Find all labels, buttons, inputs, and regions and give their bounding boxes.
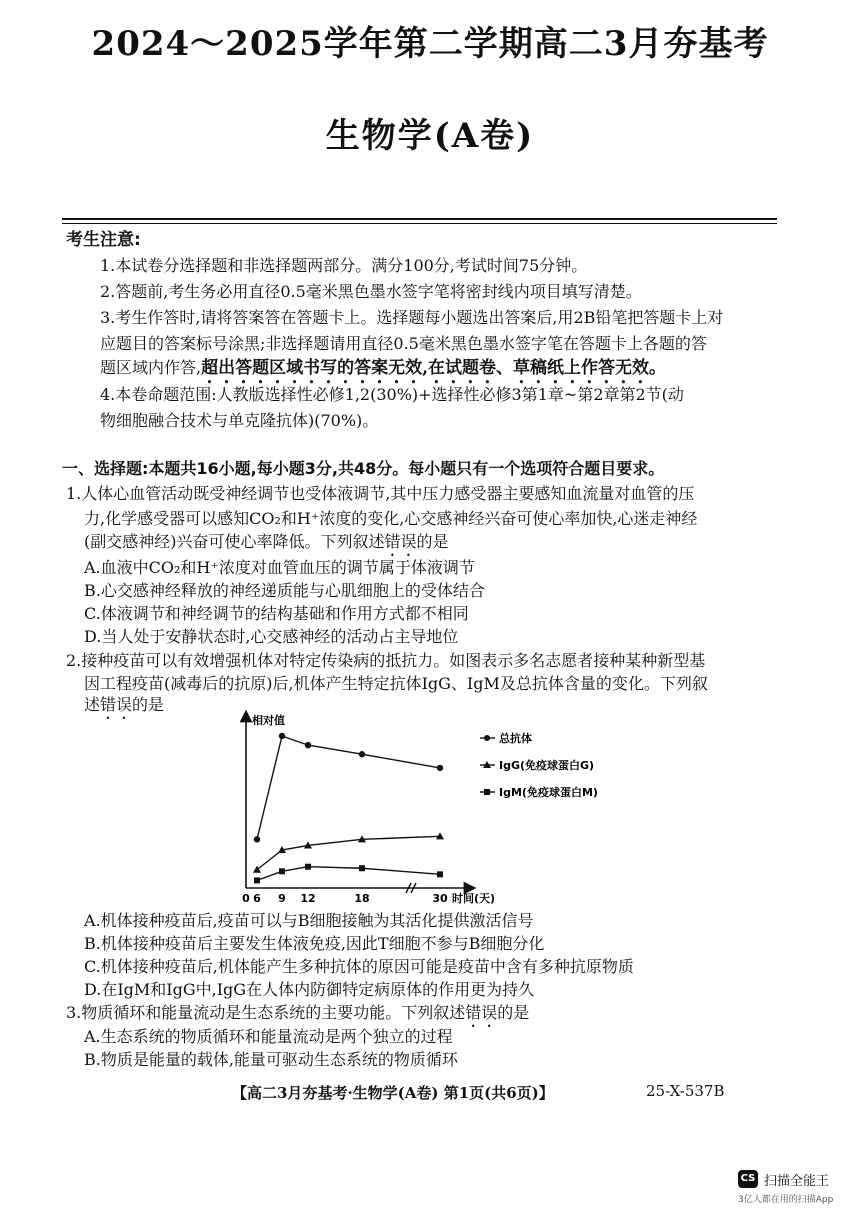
x-tick-label: 18 xyxy=(354,892,370,905)
x-tick-label: 6 xyxy=(253,892,261,905)
q2-option-b: B.机体接种疫苗后主要发生体液免疫,因此T细胞不参与B细胞分化 xyxy=(84,934,545,953)
q2-option-c: C.机体接种疫苗后,机体能产生多种抗体的原因可能是疫苗中含有多种抗原物质 xyxy=(84,957,634,976)
q1-emphasis: 错误 xyxy=(384,532,417,551)
x-axis-label: 时间(天) xyxy=(452,892,496,905)
notice-heading: 考生注意: xyxy=(66,230,141,250)
x-tick-label: 0 xyxy=(242,892,250,905)
notice-item-4-line-1: 4.本卷命题范围:人教版选择性必修1,2(30%)+选择性必修3第1章~第2章第2节(动 xyxy=(100,385,684,404)
divider-thick xyxy=(62,218,777,220)
q3-option-b: B.物质是能量的载体,能量可驱动生态系统的物质循环 xyxy=(84,1050,458,1069)
scanner-brand: 扫描全能王 xyxy=(764,1174,830,1189)
q2-option-d: D.在IgM和IgG中,IgG在人体内防御特定病原体的作用更为持久 xyxy=(84,980,535,999)
legend-label: IgG(免疫球蛋白G) xyxy=(499,759,595,772)
q2-emphasis: 错误 xyxy=(100,695,133,714)
notice-item-3-line-2: 应题目的答案标号涂黑;非选择题请用直径0.5毫米黑色墨水签字笔在答题卡上各题的答 xyxy=(100,334,707,353)
data-point-square xyxy=(254,877,260,883)
series-line xyxy=(257,836,440,869)
q1-option-d: D.当人处于安静状态时,心交感神经的活动占主导地位 xyxy=(84,627,459,646)
notice-item-4-line-2: 物细胞融合技术与单克隆抗体)(70%)。 xyxy=(100,411,379,430)
q2-stem-end: 的是 xyxy=(132,695,165,714)
legend-label: IgM(免疫球蛋白M) xyxy=(499,786,598,799)
data-point-circle xyxy=(437,765,443,771)
y-axis-label: 相对值 xyxy=(252,714,285,727)
x-tick-label: 12 xyxy=(300,892,316,905)
data-point-circle xyxy=(305,742,311,748)
series-line xyxy=(257,736,440,839)
q2-stem-line-3 xyxy=(84,694,164,723)
data-point-circle xyxy=(254,836,260,842)
q1-stem-text: (副交感神经)兴奋可使心率降低。下列叙述 xyxy=(84,532,385,551)
q2-stem-text: 述 xyxy=(84,695,101,714)
x-tick-label: 30 xyxy=(432,892,448,905)
q3-emphasis: 错误 xyxy=(465,1003,498,1022)
data-point-circle xyxy=(279,733,285,739)
x-tick-labels xyxy=(242,892,448,905)
q1-option-c: C.体液调节和神经调节的结构基础和作用方式都不相同 xyxy=(84,604,469,623)
exam-title: 2024～2025学年第二学期高二3月夯基考 xyxy=(91,24,769,64)
q2-option-a: A.机体接种疫苗后,疫苗可以与B细胞接触为其活化提供激活信号 xyxy=(84,911,534,930)
q3-option-a: A.生态系统的物质循环和能量流动是两个独立的过程 xyxy=(84,1027,453,1046)
notice-item-2: 2.答题前,考生务必用直径0.5毫米黑色墨水签字笔将密封线内项目填写清楚。 xyxy=(100,282,642,301)
series-markers xyxy=(253,733,444,884)
x-tick-label: 9 xyxy=(278,892,286,905)
subject-title: 生物学(A卷) xyxy=(325,116,535,156)
q1-stem-line-2: 力,化学感受器可以感知CO₂和H⁺浓度的变化,心交感神经兴奋可使心率加快,心迷走神经 xyxy=(84,509,698,528)
data-point-square xyxy=(437,871,443,877)
legend-marker-circle xyxy=(484,735,490,741)
q3-stem-end: 的是 xyxy=(497,1003,530,1022)
scanner-tagline: 3亿人都在用的扫描App xyxy=(738,1195,834,1205)
legend-label: 总抗体 xyxy=(499,732,532,745)
series-lines xyxy=(257,736,440,880)
section-heading: 一、选择题:本题共16小题,每小题3分,共48分。每小题只有一个选项符合题目要求。 xyxy=(62,459,665,478)
scanner-logo-icon: CS xyxy=(738,1170,758,1188)
q3-stem-text: 3.物质循环和能量流动是生态系统的主要功能。下列叙述 xyxy=(66,1003,466,1022)
q1-stem-end: 的是 xyxy=(416,532,449,551)
q2-stem-line-1: 2.接种疫苗可以有效增强机体对特定传染病的抵抗力。如图表示多名志愿者接种某种新型基 xyxy=(66,651,706,670)
q2-stem-line-2: 因工程疫苗(减毒后的抗原)后,机体产生特定抗体IgG、IgM及总抗体含量的变化。下列叙 xyxy=(84,674,708,693)
q1-option-a: A.血液中CO₂和H⁺浓度对血管血压的调节属于体液调节 xyxy=(84,558,475,577)
chart-legend xyxy=(480,731,598,799)
divider-thin xyxy=(62,223,777,224)
footer-code: 25-X-537B xyxy=(646,1082,725,1100)
notice-item-1: 1.本试卷分选择题和非选择题两部分。满分100分,考试时间75分钟。 xyxy=(100,256,588,275)
data-point-circle xyxy=(359,751,365,757)
legend-marker-square xyxy=(484,789,490,795)
data-point-square xyxy=(279,868,285,874)
data-point-square xyxy=(359,865,365,871)
q1-stem-line-1: 1.人体心血管活动既受神经调节也受体液调节,其中压力感受器主要感知血流量对血管的压 xyxy=(66,484,695,503)
notice-item-3-emphasis: 超出答题区域书写的答案无效,在试题卷、草稿纸上作答无效。 xyxy=(201,358,667,378)
notice-item-3-line-1: 3.考生作答时,请将答案答在答题卡上。选择题每小题选出答案后,用2B铅笔把答题卡上对 xyxy=(100,308,724,327)
antibody-chart xyxy=(230,710,660,910)
footer-page-info: 【高二3月夯基考·生物学(A卷) 第1页(共6页)】 xyxy=(232,1084,554,1102)
data-point-square xyxy=(305,864,311,870)
q1-option-b: B.心交感神经释放的神经递质能与心肌细胞上的受体结合 xyxy=(84,581,485,600)
notice-item-3-text: 题区域内作答, xyxy=(100,358,202,377)
q1-stem-line-3 xyxy=(84,531,449,560)
